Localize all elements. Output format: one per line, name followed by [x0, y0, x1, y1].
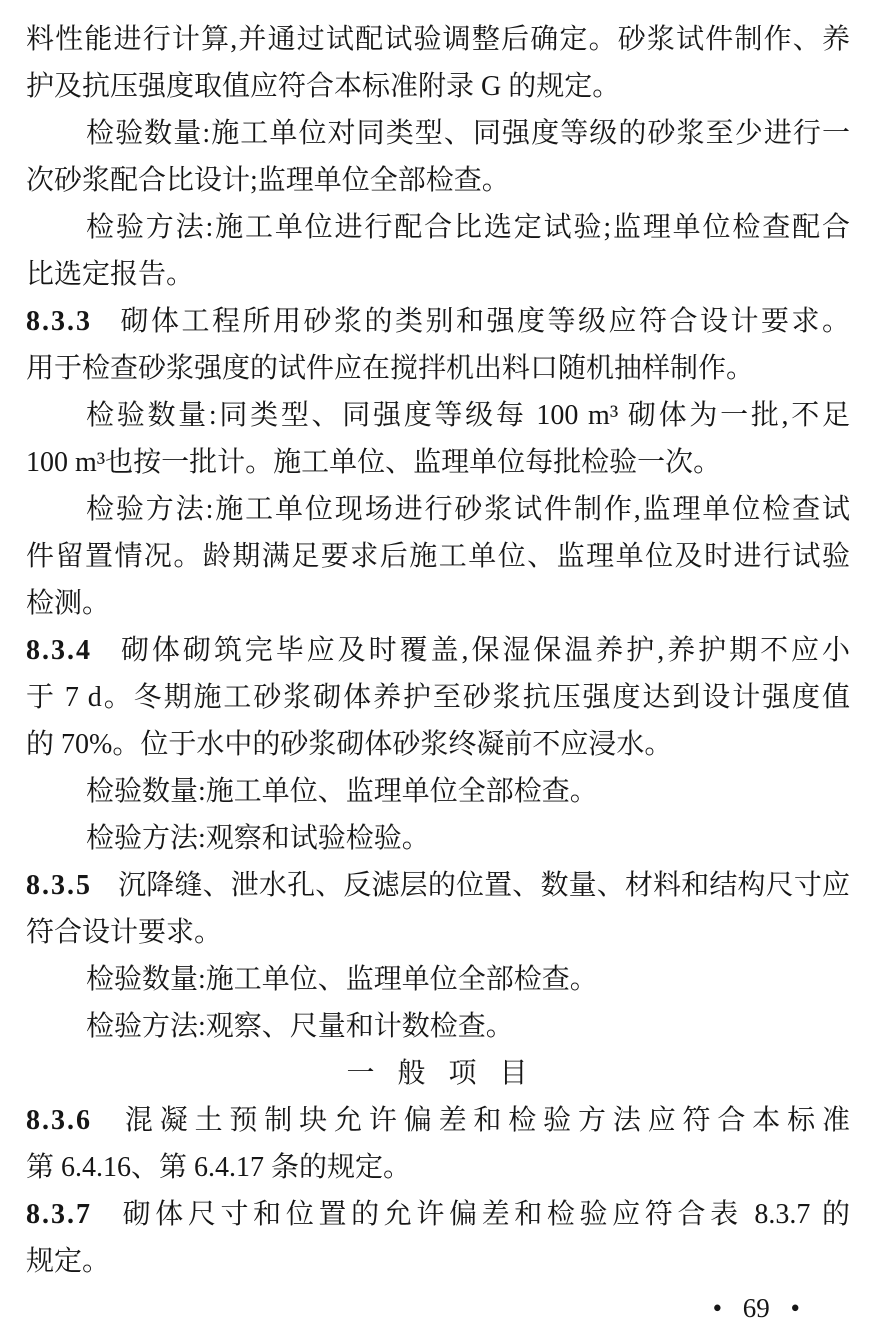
- text-line: 护及抗压强度取值应符合本标准附录 G 的规定。: [26, 71, 621, 102]
- text-line: 第 6.4.16、第 6.4.17 条的规定。: [26, 1152, 412, 1183]
- text-line: 用于检查砂浆强度的试件应在搅拌机出料口随机抽样制作。: [26, 353, 755, 384]
- clause-number: 8.3.6: [26, 1105, 92, 1136]
- text-line: 于 7 d。冬期施工砂浆砌体养护至砂浆抗压强度达到设计强度值: [26, 682, 850, 713]
- inspection-quantity-line: 检验数量:同类型、同强度等级每 100 m³ 砌体为一批,不足: [86, 400, 850, 431]
- text-line: 件留置情况。龄期满足要求后施工单位、监理单位及时进行试验: [26, 541, 850, 572]
- inspection-quantity-line: 检验数量:施工单位、监理单位全部检查。: [86, 964, 598, 995]
- clause-number: 8.3.3: [26, 306, 92, 337]
- clause-number: 8.3.4: [26, 635, 92, 666]
- clause-text: 砌体砌筑完毕应及时覆盖,保湿保温养护,养护期不应小: [118, 635, 850, 666]
- text-line: 料性能进行计算,并通过试配试验调整后确定。砂浆试件制作、养: [26, 24, 850, 55]
- text-line: 100 m³也按一批计。施工单位、监理单位每批检验一次。: [26, 447, 722, 478]
- clause-number: 8.3.7: [26, 1199, 92, 1230]
- clause-8-3-6: [26, 1097, 850, 1144]
- inspection-method-line: 检验方法:观察和试验检验。: [86, 823, 430, 854]
- clause-text: 砌体尺寸和位置的允许偏差和检验应符合表 8.3.7 的: [118, 1199, 850, 1230]
- clause-8-3-7: [26, 1191, 850, 1238]
- text-line: 的 70%。位于水中的砂浆砌体砂浆终凝前不应浸水。: [26, 729, 673, 760]
- text-line: 检测。: [26, 588, 111, 619]
- inspection-method-line: 检验方法:施工单位进行配合比选定试验;监理单位检查配合: [86, 212, 850, 243]
- page-number: • 69 •: [712, 1293, 800, 1323]
- section-heading-general-items: 一 般 项 目: [346, 1058, 530, 1089]
- text-line: 符合设计要求。: [26, 917, 223, 948]
- inspection-method-line: 检验方法:观察、尺量和计数检查。: [86, 1011, 514, 1042]
- text-line: 次砂浆配合比设计;监理单位全部检查。: [26, 165, 510, 196]
- inspection-method-line: 检验方法:施工单位现场进行砂浆试件制作,监理单位检查试: [86, 494, 850, 525]
- clause-8-3-4: [26, 627, 850, 674]
- clause-text: 沉降缝、泄水孔、反滤层的位置、数量、材料和结构尺寸应: [118, 870, 850, 901]
- clause-text: 砌体工程所用砂浆的类别和强度等级应符合设计要求。: [118, 306, 850, 337]
- clause-number: 8.3.5: [26, 870, 92, 901]
- inspection-quantity-line: 检验数量:施工单位对同类型、同强度等级的砂浆至少进行一: [86, 118, 850, 149]
- clause-8-3-3: [26, 298, 850, 345]
- text-line: 规定。: [26, 1246, 111, 1277]
- clause-text: 混凝土预制块允许偏差和检验方法应符合本标准: [118, 1105, 850, 1136]
- text-line: 比选定报告。: [26, 259, 195, 290]
- inspection-quantity-line: 检验数量:施工单位、监理单位全部检查。: [86, 776, 598, 807]
- clause-8-3-5: [26, 862, 850, 909]
